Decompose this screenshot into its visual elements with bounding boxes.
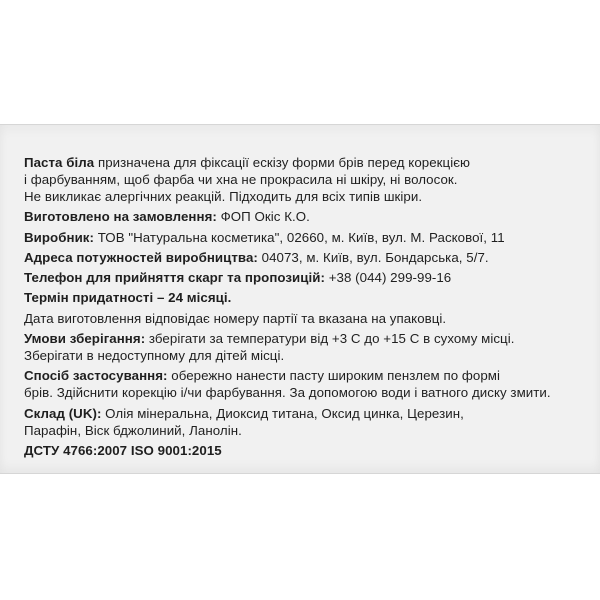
paste-text-2: і фарбуванням, щоб фарба чи хна не прокрасила ні шкіру, ні волосок. xyxy=(24,172,458,187)
manufacturer-label: Виробник: xyxy=(24,229,94,245)
manufacturer-line xyxy=(24,229,580,246)
composition-line xyxy=(24,405,580,422)
usage-value: обережно нанести пасту широким пензлем по формі xyxy=(167,368,500,384)
composition-value: Олія мінеральна, Диоксид титана, Оксид цинка, Церезин, xyxy=(101,405,464,421)
phone-line xyxy=(24,269,580,286)
usage-line xyxy=(24,367,580,384)
standards-line: ДСТУ 4766:2007 ISO 9001:2015 xyxy=(24,442,222,458)
made-for-line xyxy=(24,208,580,225)
composition-label: Склад (UK): xyxy=(24,405,102,421)
storage-value-2: Зберігати в недоступному для дітей місці. xyxy=(24,348,285,364)
paste-text-3: Не викликає алергічних реакцій. Підходить для всіх типів шкіри. xyxy=(24,189,423,204)
composition-value-2: Парафін, Віск бджолиний, Ланолін. xyxy=(24,422,242,438)
paste-line-1 xyxy=(24,154,580,171)
paste-title: Паста біла xyxy=(24,155,95,170)
storage-line xyxy=(24,330,580,347)
made-for-label: Виготовлено на замовлення: xyxy=(24,209,217,225)
facility-line xyxy=(24,249,580,266)
label-text-block xyxy=(24,154,580,459)
paste-text-1: призначена для фіксації ескізу форми брів перед корекцією xyxy=(94,155,471,170)
facility-value: 04073, м. Київ, вул. Бондарська, 5/7. xyxy=(257,249,489,265)
shelf-life-note: Дата виготовлення відповідає номеру партії та вказана на упаковці. xyxy=(24,310,447,326)
made-for-value: ФОП Окіс К.О. xyxy=(216,209,310,225)
usage-value-2: брів. Здійснити корекцію і/чи фарбування. За допомогою води і ватного диску змити. xyxy=(24,385,551,401)
facility-label: Адреса потужностей виробництва: xyxy=(24,249,258,265)
storage-value: зберігати за температури від +3 С до +15 С в сухому місці. xyxy=(145,331,515,347)
shelf-life-label: Термін придатності – 24 місяці. xyxy=(24,290,232,306)
phone-label: Телефон для прийняття скарг та пропозицій: xyxy=(24,270,325,286)
manufacturer-value: ТОВ "Натуральна косметика", 02660, м. Київ, вул. М. Раскової, 11 xyxy=(93,229,505,245)
storage-label: Умови зберігання: xyxy=(24,331,146,347)
usage-label: Спосіб застосування: xyxy=(24,368,168,384)
phone-value: +38 (044) 299-99-16 xyxy=(324,270,452,286)
